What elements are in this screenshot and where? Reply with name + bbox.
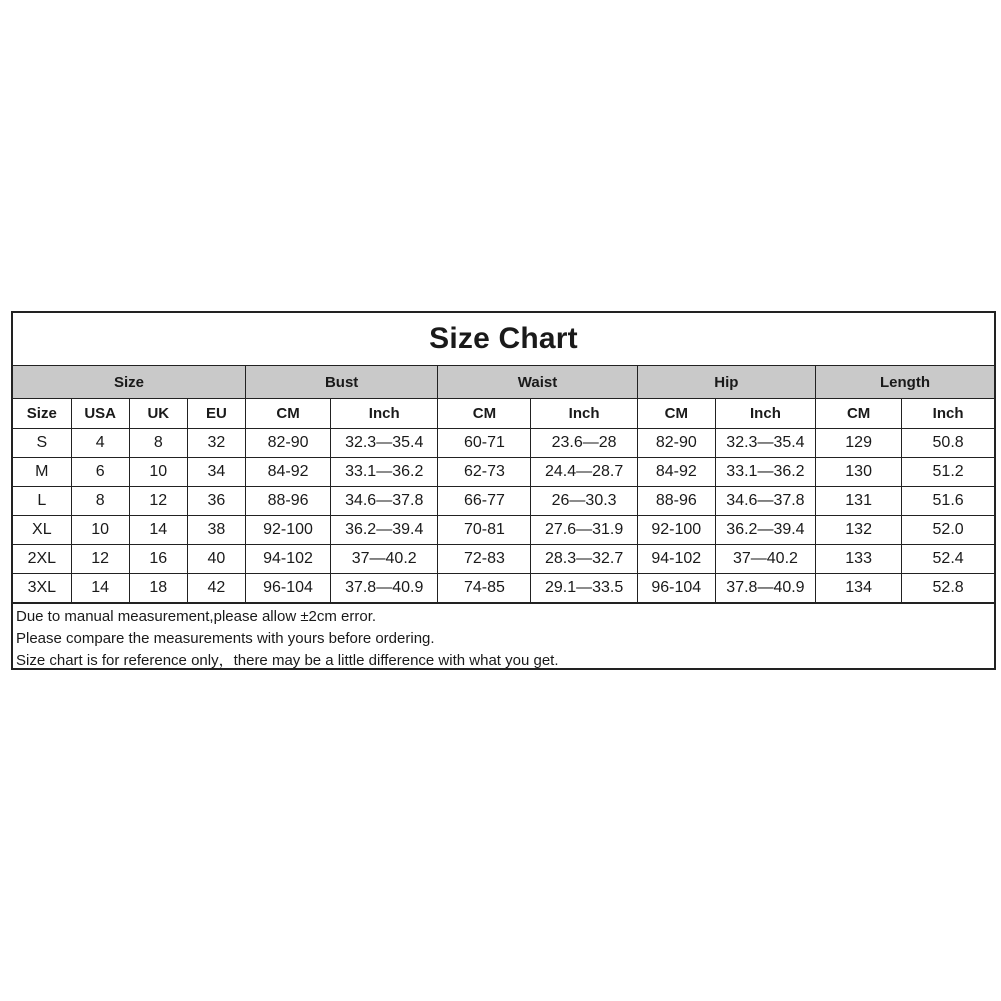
group-header-bust: Bust xyxy=(245,366,437,399)
table-cell: 37.8—40.9 xyxy=(331,574,438,603)
table-cell: 82-90 xyxy=(245,429,330,458)
table-cell: 32 xyxy=(187,429,245,458)
table-cell: 36 xyxy=(187,487,245,516)
table-cell: 12 xyxy=(129,487,187,516)
table-cell: 92-100 xyxy=(637,516,715,545)
table-cell: 88-96 xyxy=(637,487,715,516)
sub-header-bust-inch: Inch xyxy=(331,399,438,429)
table-cell: 84-92 xyxy=(637,458,715,487)
table-cell: 4 xyxy=(71,429,129,458)
table-cell: 10 xyxy=(129,458,187,487)
notes xyxy=(13,603,994,672)
sub-header-waist-inch: Inch xyxy=(531,399,637,429)
table-cell: 92-100 xyxy=(245,516,330,545)
note-line: Due to manual measurement,please allow ±2cm error. xyxy=(16,608,377,625)
sub-header-hip-inch: Inch xyxy=(715,399,815,429)
table-cell: 88-96 xyxy=(245,487,330,516)
table-row xyxy=(13,429,994,458)
table-cell: L xyxy=(13,487,71,516)
sub-header-waist-cm: CM xyxy=(438,399,531,429)
chart-title: Size Chart xyxy=(13,313,994,366)
sub-header-uk: UK xyxy=(129,399,187,429)
table-cell: 94-102 xyxy=(245,545,330,574)
table-cell: 18 xyxy=(129,574,187,603)
table-cell: 70-81 xyxy=(438,516,531,545)
table-body xyxy=(13,429,994,603)
table-cell: 33.1—36.2 xyxy=(331,458,438,487)
table-cell: 28.3—32.7 xyxy=(531,545,637,574)
table-cell: 34.6—37.8 xyxy=(331,487,438,516)
table-cell: 132 xyxy=(816,516,902,545)
table-cell: 82-90 xyxy=(637,429,715,458)
table-cell: 129 xyxy=(816,429,902,458)
note-line: Size chart is for reference only，there may be a little difference with what you get. xyxy=(16,652,559,669)
sub-header-length-cm: CM xyxy=(816,399,902,429)
table-cell: 134 xyxy=(816,574,902,603)
table-cell: 130 xyxy=(816,458,902,487)
table-cell: 96-104 xyxy=(245,574,330,603)
table-cell: 52.4 xyxy=(902,545,994,574)
table-cell: 72-83 xyxy=(438,545,531,574)
table-cell: 3XL xyxy=(13,574,71,603)
table-cell: 26—30.3 xyxy=(531,487,637,516)
table-cell: 84-92 xyxy=(245,458,330,487)
table-cell: S xyxy=(13,429,71,458)
table-cell: 32.3—35.4 xyxy=(715,429,815,458)
table-cell: 94-102 xyxy=(637,545,715,574)
table-cell: 37—40.2 xyxy=(331,545,438,574)
table-cell: 27.6—31.9 xyxy=(531,516,637,545)
sub-header-eu: EU xyxy=(187,399,245,429)
table-cell: 37—40.2 xyxy=(715,545,815,574)
table-cell: 32.3—35.4 xyxy=(331,429,438,458)
table-cell: 60-71 xyxy=(438,429,531,458)
sub-header-size: Size xyxy=(13,399,71,429)
table-cell: 62-73 xyxy=(438,458,531,487)
table-cell: 33.1—36.2 xyxy=(715,458,815,487)
table-cell: 42 xyxy=(187,574,245,603)
table-cell: 16 xyxy=(129,545,187,574)
table-cell: 14 xyxy=(129,516,187,545)
table-row xyxy=(13,574,994,603)
group-header-hip: Hip xyxy=(637,366,815,399)
table-cell: 131 xyxy=(816,487,902,516)
group-header-waist: Waist xyxy=(438,366,637,399)
table-cell: 36.2—39.4 xyxy=(715,516,815,545)
table-cell: 36.2—39.4 xyxy=(331,516,438,545)
table-cell: 14 xyxy=(71,574,129,603)
table-cell: 51.2 xyxy=(902,458,994,487)
table-cell: 40 xyxy=(187,545,245,574)
sub-header-length-inch: Inch xyxy=(902,399,994,429)
table-cell: 8 xyxy=(129,429,187,458)
table-row xyxy=(13,545,994,574)
table-cell: 38 xyxy=(187,516,245,545)
table-cell: 34 xyxy=(187,458,245,487)
table-cell: 133 xyxy=(816,545,902,574)
size-chart xyxy=(11,311,996,670)
note-line: Please compare the measurements with yours before ordering. xyxy=(16,630,435,647)
table-cell: 52.8 xyxy=(902,574,994,603)
table-cell: 8 xyxy=(71,487,129,516)
size-table xyxy=(13,366,994,603)
table-cell: 52.0 xyxy=(902,516,994,545)
sub-header-row xyxy=(13,399,994,429)
table-cell: 50.8 xyxy=(902,429,994,458)
table-cell: 10 xyxy=(71,516,129,545)
table-cell: 51.6 xyxy=(902,487,994,516)
sub-header-bust-cm: CM xyxy=(245,399,330,429)
table-cell: 12 xyxy=(71,545,129,574)
table-cell: 2XL xyxy=(13,545,71,574)
table-cell: 6 xyxy=(71,458,129,487)
table-row xyxy=(13,458,994,487)
sub-header-hip-cm: CM xyxy=(637,399,715,429)
group-header-size: Size xyxy=(13,366,245,399)
table-cell: 23.6—28 xyxy=(531,429,637,458)
table-cell: M xyxy=(13,458,71,487)
table-row xyxy=(13,487,994,516)
table-cell: 66-77 xyxy=(438,487,531,516)
sub-header-usa: USA xyxy=(71,399,129,429)
group-header-row xyxy=(13,366,994,399)
group-header-length: Length xyxy=(816,366,994,399)
table-cell: 74-85 xyxy=(438,574,531,603)
table-cell: 29.1—33.5 xyxy=(531,574,637,603)
table-cell: 24.4—28.7 xyxy=(531,458,637,487)
table-cell: XL xyxy=(13,516,71,545)
table-cell: 37.8—40.9 xyxy=(715,574,815,603)
table-cell: 96-104 xyxy=(637,574,715,603)
table-row xyxy=(13,516,994,545)
table-cell: 34.6—37.8 xyxy=(715,487,815,516)
